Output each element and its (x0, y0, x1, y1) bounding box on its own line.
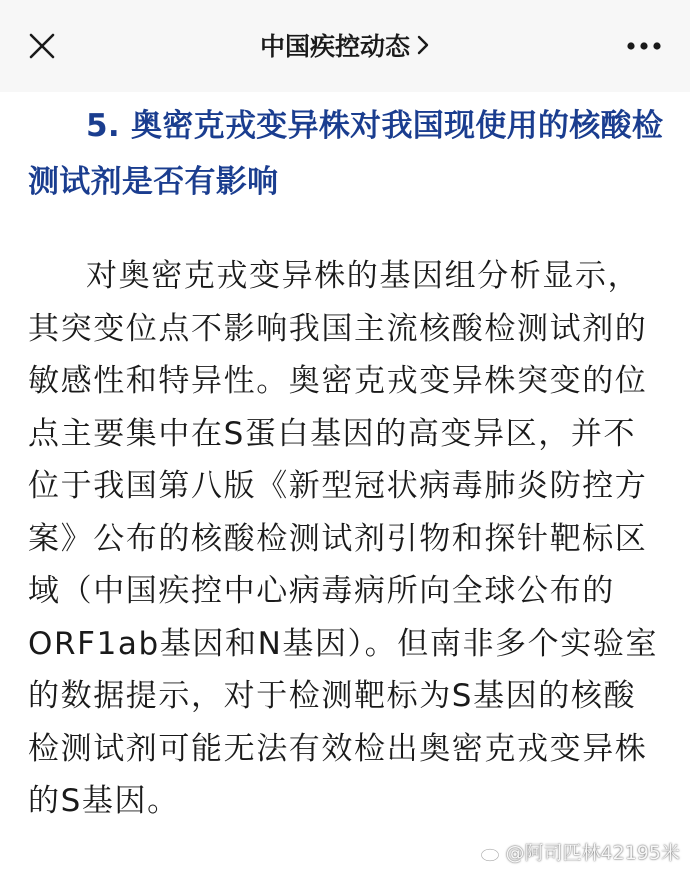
body-paragraph: 对奥密克戎变异株的基因组分析显示，其突变位点不影响我国主流核酸检测试剂的敏感性和特异性。奥密克戎变异株突变的位点主要集中在S蛋白基因的高变异区，并不位于我国第八版《新型冠状病毒肺炎防控方案》公布的核酸检测试剂引物和探针靶标区域（中国疾控中心病毒病所向全球公布的ORF1ab基因和N基因）。但南非多个实验室的数据提示，对于检测靶标为S基因的核酸检测试剂可能无法有效检出奥密克戎变异株的S基因。 (28, 258, 659, 819)
account-title-link[interactable] (0, 30, 690, 65)
top-bar (0, 0, 690, 92)
watermark (480, 841, 680, 865)
weibo-icon (480, 844, 502, 862)
chevron-right-icon (416, 31, 430, 65)
section-heading: 5. 奥密克戎变异株对我国现使用的核酸检测试剂是否有影响 (28, 108, 664, 200)
more-options-button[interactable] (624, 36, 664, 56)
article-content (28, 98, 668, 828)
more-horizontal-icon (624, 36, 664, 56)
account-title: 中国疾控动态 (259, 32, 410, 61)
watermark-text: @阿司匹林42195米 (505, 842, 680, 864)
